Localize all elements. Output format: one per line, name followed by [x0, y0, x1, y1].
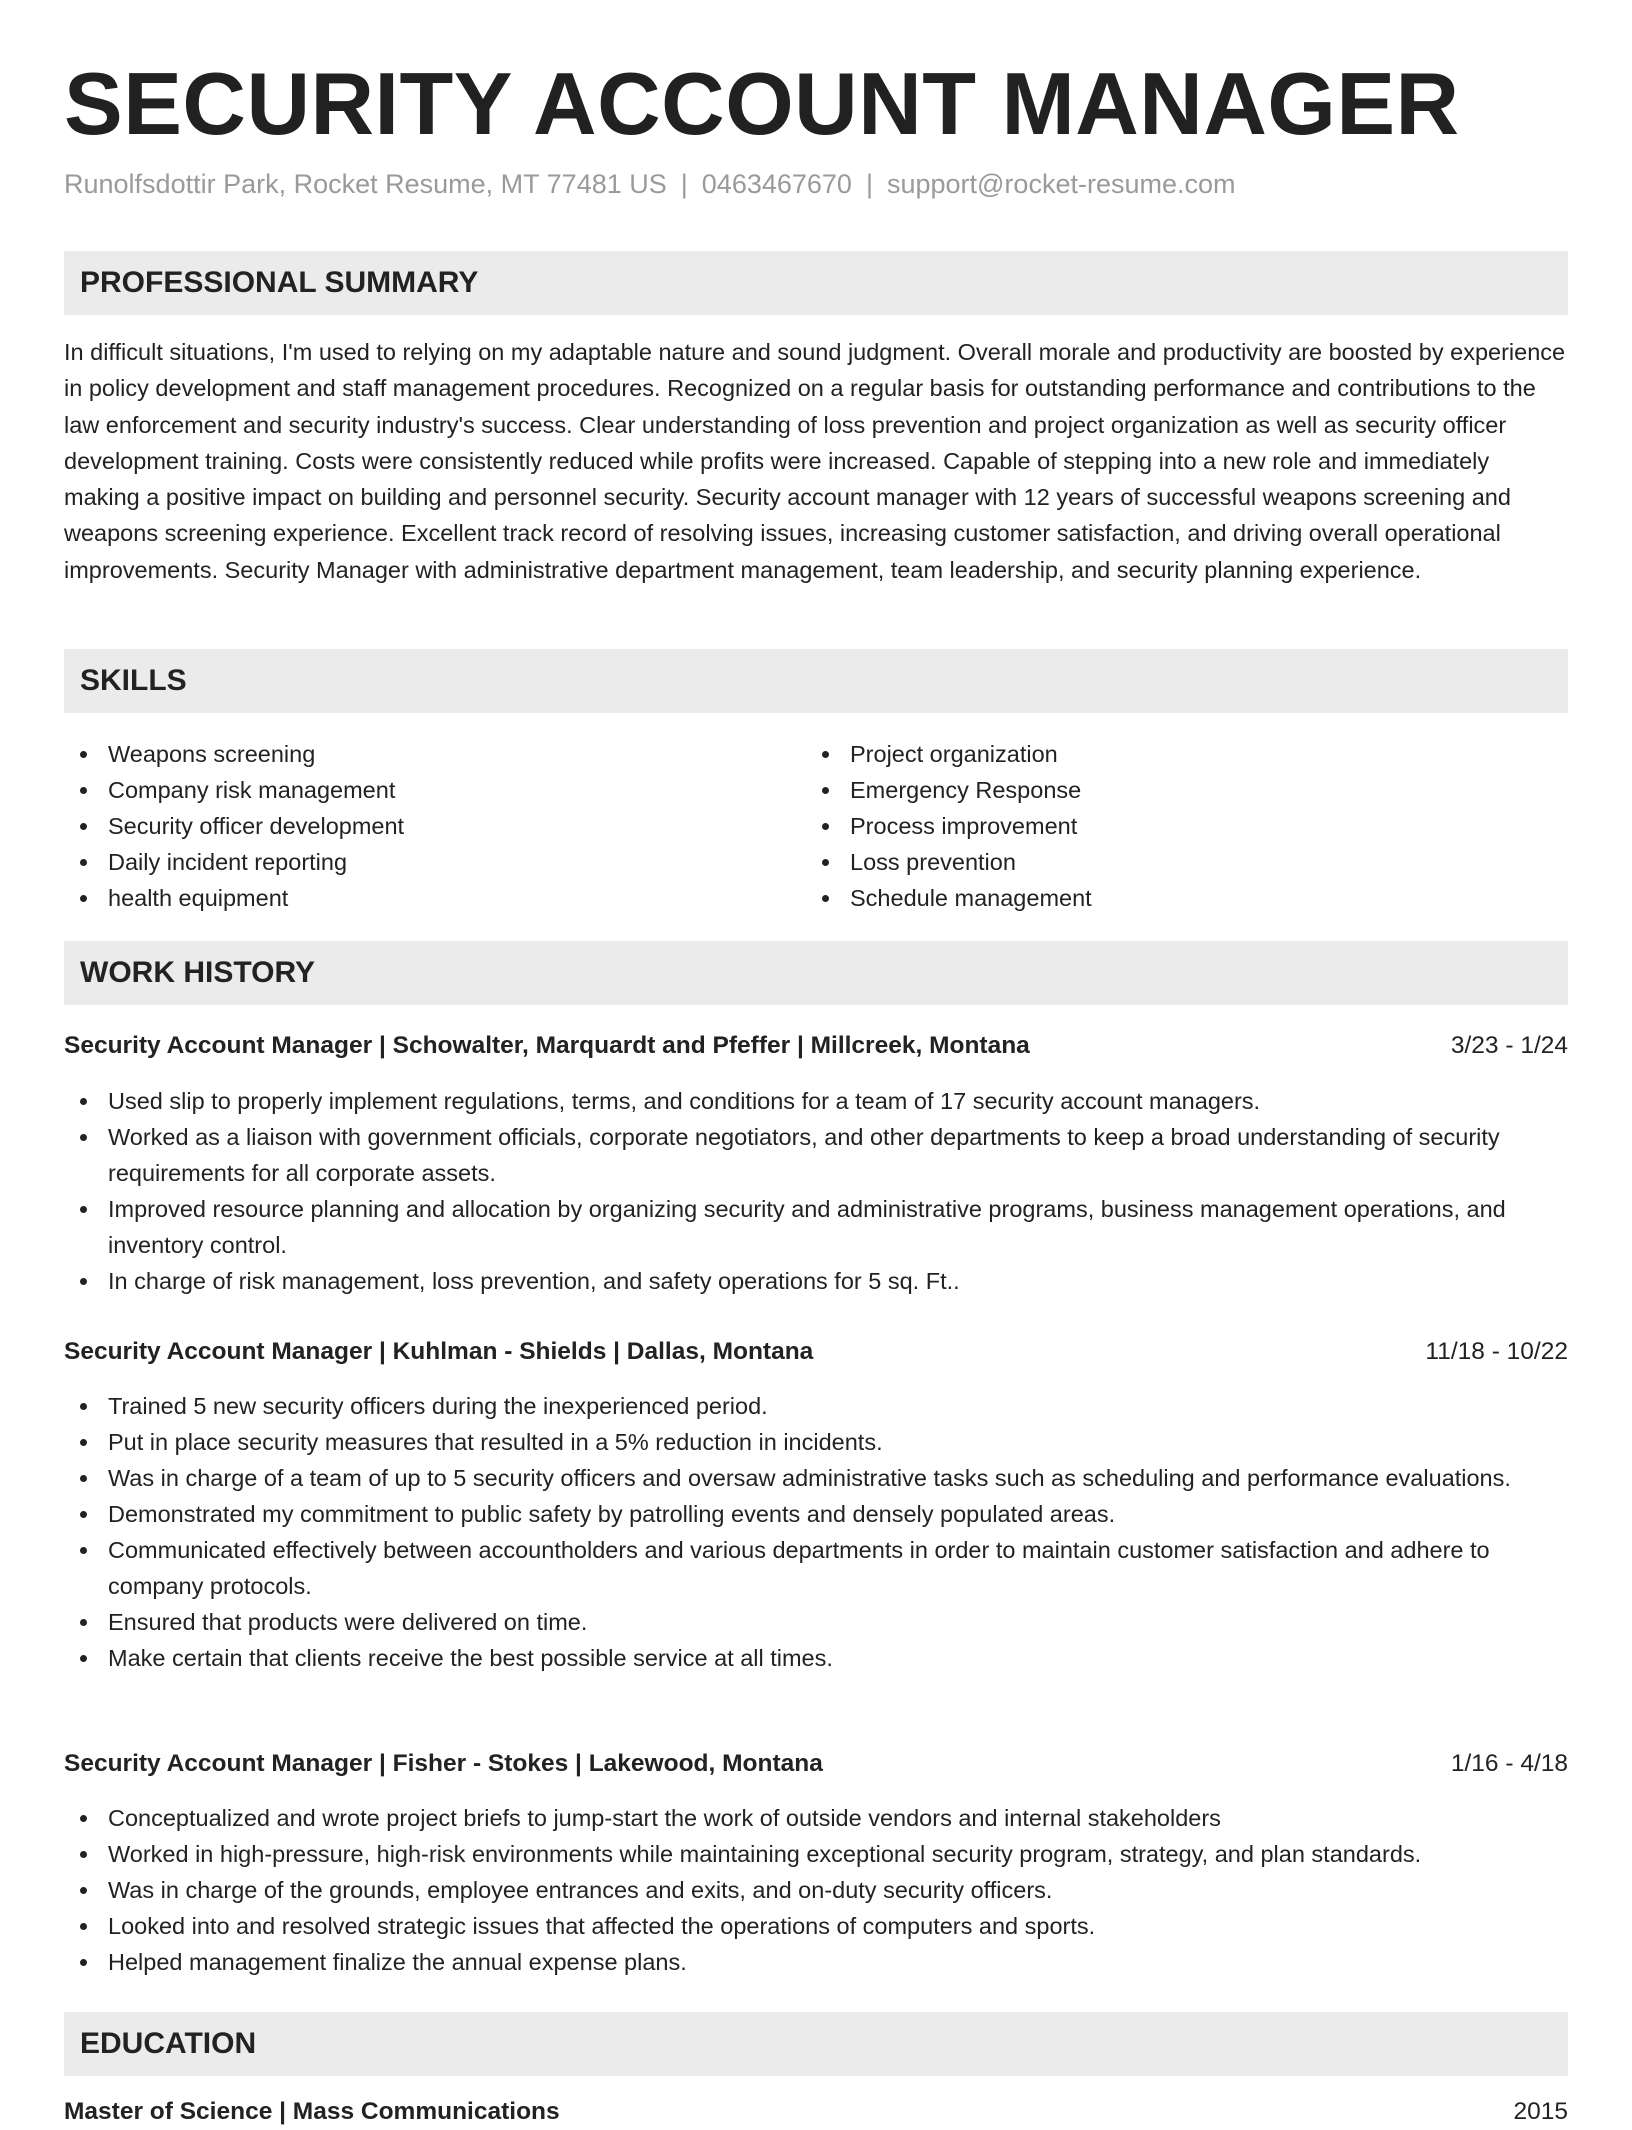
job-bullets — [64, 1388, 1568, 1676]
contact-separator: | — [865, 169, 873, 199]
job-title: Security Account Manager | Fisher - Stokes | Lakewood, Montana — [64, 1750, 823, 1777]
job-bullet: Ensured that products were delivered on time. — [64, 1604, 1568, 1640]
job-bullet: Was in charge of a team of up to 5 security officers and oversaw administrative tasks such as scheduling and performance evaluations. — [64, 1460, 1568, 1496]
job-bullet: Demonstrated my commitment to public safety by patrolling events and densely populated areas. — [64, 1496, 1568, 1532]
skill-item: Schedule management — [806, 880, 1506, 916]
section-header-education: EDUCATION — [64, 2012, 1568, 2076]
job-bullet: Put in place security measures that resulted in a 5% reduction in incidents. — [64, 1424, 1568, 1460]
skill-item: Weapons screening — [64, 736, 764, 772]
job-bullet: Looked into and resolved strategic issues that affected the operations of computers and sports. — [64, 1908, 1568, 1944]
skill-item: Security officer development — [64, 808, 764, 844]
section-header-skills: SKILLS — [64, 649, 1568, 713]
education-degree: Master of Science | Mass Communications — [64, 2098, 560, 2125]
job-title: Security Account Manager | Kuhlman - Shields | Dallas, Montana — [64, 1338, 814, 1365]
skill-item: Loss prevention — [806, 844, 1506, 880]
contact-line — [64, 166, 1236, 202]
summary-text: In difficult situations, I'm used to relying on my adaptable nature and sound judgment. Overall morale and productivity are boosted by experience in policy development and staff management procedures. Recognized on a regular basis for outstanding performance and contributions to the law enforcement and security industry's success. Clear understanding of loss prevention and project organization as well as security officer development training. Costs were consistently reduced while profits were increased. Capable of stepping into a new role and immediately making a positive impact on building and personnel security. Security account manager with 12 years of successful weapons screening and weapons screening experience. Excellent track record of resolving issues, increasing customer satisfaction, and driving overall operational improvements. Security Manager with administrative department management, team leadership, and security planning experience. — [64, 339, 1566, 583]
skills-list-right — [806, 736, 1506, 916]
job-bullets — [64, 1800, 1568, 1980]
job-dates: 11/18 - 10/22 — [1425, 1338, 1568, 1365]
job-bullet: Trained 5 new security officers during the inexperienced period. — [64, 1388, 1568, 1424]
job-bullet: Communicated effectively between accountholders and various departments in order to maintain customer satisfaction and adhere to company protocols. — [64, 1532, 1568, 1604]
job-bullet: Make certain that clients receive the best possible service at all times. — [64, 1640, 1568, 1676]
skill-item: Emergency Response — [806, 772, 1506, 808]
education-year: 2015 — [1513, 2098, 1568, 2125]
skills-list-left — [64, 736, 764, 916]
job-bullet: Helped management finalize the annual expense plans. — [64, 1944, 1568, 1980]
job-title: Security Account Manager | Schowalter, Marquardt and Pfeffer | Millcreek, Montana — [64, 1032, 1030, 1059]
job-dates: 1/16 - 4/18 — [1450, 1750, 1568, 1777]
job-bullet: Improved resource planning and allocation by organizing security and administrative programs, business management operations, and inventory control. — [64, 1191, 1568, 1263]
job-bullet: Worked as a liaison with government officials, corporate negotiators, and other departments to keep a broad understanding of security requirements for all corporate assets. — [64, 1119, 1568, 1191]
job-bullet: Worked in high-pressure, high-risk environments while maintaining exceptional security program, strategy, and plan standards. — [64, 1836, 1568, 1872]
contact-separator: | — [680, 169, 688, 199]
job-bullet: Used slip to properly implement regulations, terms, and conditions for a team of 17 security account managers. — [64, 1083, 1568, 1119]
job-bullet: Conceptualized and wrote project briefs to jump-start the work of outside vendors and internal stakeholders — [64, 1800, 1568, 1836]
contact-email: support@rocket-resume.com — [886, 169, 1236, 199]
job-dates: 3/23 - 1/24 — [1450, 1032, 1568, 1059]
section-header-summary: PROFESSIONAL SUMMARY — [64, 251, 1568, 315]
contact-phone: 0463467670 — [701, 169, 852, 199]
skill-item: Company risk management — [64, 772, 764, 808]
skill-item: Process improvement — [806, 808, 1506, 844]
skill-item: Daily incident reporting — [64, 844, 764, 880]
job-bullets — [64, 1083, 1568, 1299]
contact-address: Runolfsdottir Park, Rocket Resume, MT 77481 US — [64, 169, 667, 199]
resume-name: SECURITY ACCOUNT MANAGER — [64, 54, 1460, 153]
skill-item: health equipment — [64, 880, 764, 916]
skill-item: Project organization — [806, 736, 1506, 772]
job-bullet: Was in charge of the grounds, employee entrances and exits, and on-duty security officers. — [64, 1872, 1568, 1908]
job-bullet: In charge of risk management, loss prevention, and safety operations for 5 sq. Ft.. — [64, 1263, 1568, 1299]
section-header-work-history: WORK HISTORY — [64, 941, 1568, 1005]
